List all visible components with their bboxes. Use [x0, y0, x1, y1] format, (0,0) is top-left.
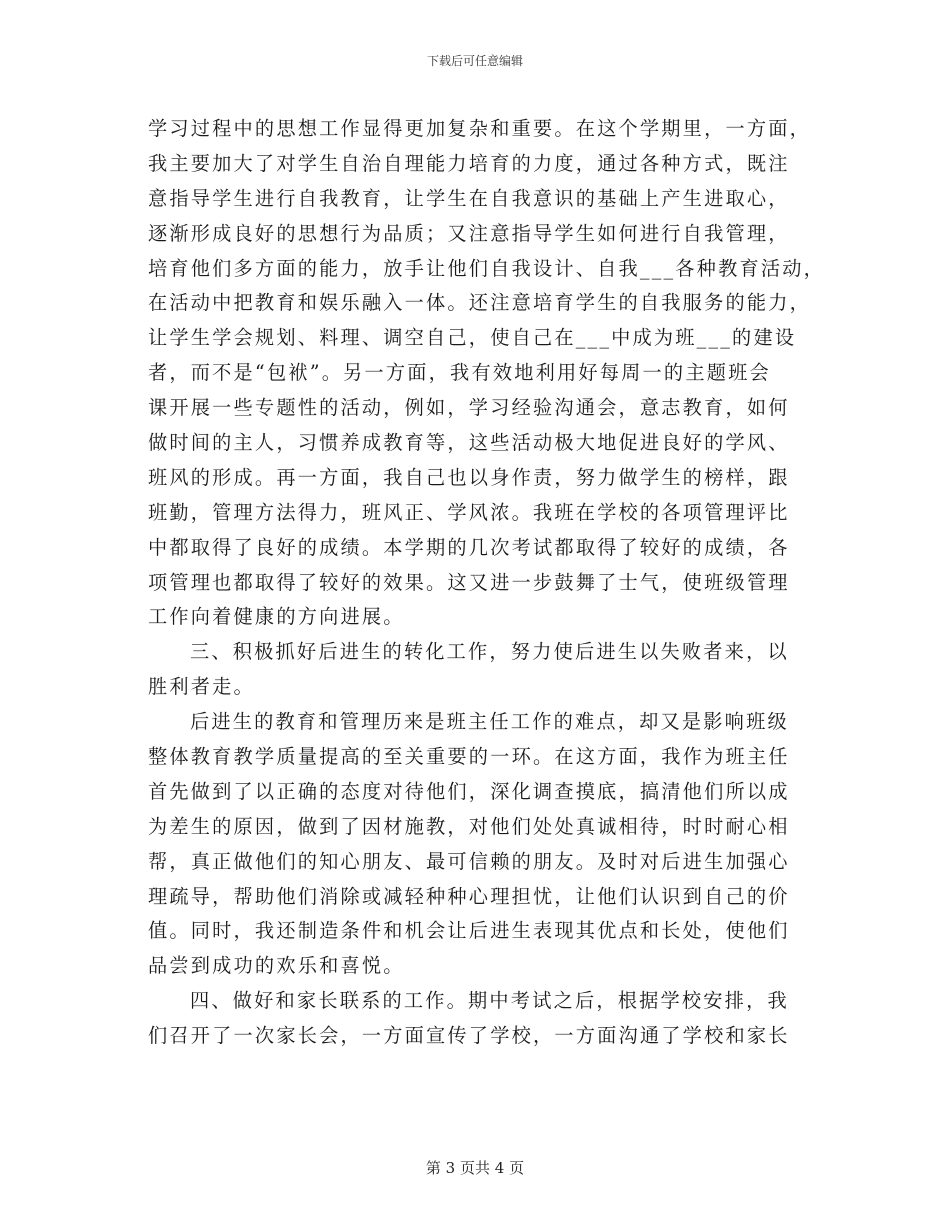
section-heading-line: 胜利者走。	[148, 675, 255, 699]
section-heading-line: 四、做好和家长联系的工作。期中考试之后，根据学校安排，我	[190, 989, 789, 1013]
text-line: 意指导学生进行自我教育，让学生在自我意识的基础上产生进取心，	[148, 186, 790, 210]
text-line: 让学生学会规划、料理、调空自己，使自己在___中成为班___的建设	[148, 326, 797, 350]
text-line: 后进生的教育和管理历来是班主任工作的难点，却又是影响班级	[190, 710, 789, 734]
page-footer: 第 3 页共 4 页	[425, 1159, 525, 1177]
text-line: 工作向着健康的方向进展。	[148, 605, 405, 629]
text-line: 项管理也都取得了较好的效果。这又进一步鼓舞了士气，使班级管理	[148, 570, 790, 594]
text-line: 帮，真正做他们的知心朋友、最可信赖的朋友。及时对后进生加强心	[148, 849, 790, 873]
text-line: 学习过程中的思想工作显得更加复杂和重要。在这个学期里，一方面，	[148, 117, 812, 140]
text-line: 我主要加大了对学生自治自理能力培育的力度，通过各种方式，既注	[148, 151, 790, 175]
text-line: 课开展一些专题性的活动，例如，学习经验沟通会，意志教育，如何	[148, 396, 790, 420]
text-line: 在活动中把教育和娱乐融入一体。还注意培育学生的自我服务的能力，	[148, 291, 812, 315]
text-line: 者，而不是“包袱”。另一方面，我有效地利用好每周一的主题班会	[148, 361, 771, 385]
text-line: 为差生的原因，做到了因材施教，对他们处处真诚相待，时时耐心相	[148, 814, 790, 838]
document-body	[148, 112, 826, 1054]
text-line: 班勤，管理方法得力，班风正、学风浓。我班在学校的各项管理评比	[148, 500, 790, 524]
page-header: 下载后可任意编辑	[426, 54, 523, 68]
text-line: 理疏导，帮助他们消除或减轻种种心理担忧，让他们认识到自己的价	[148, 884, 790, 908]
text-line: 整体教育教学质量提高的至关重要的一环。在这方面，我作为班主任	[148, 745, 790, 769]
text-line: 品尝到成功的欢乐和喜悦。	[148, 954, 405, 978]
text-line: 做时间的主人，习惯养成教育等，这些活动极大地促进良好的学风、	[148, 431, 790, 455]
text-line: 培育他们多方面的能力，放手让他们自我设计、自我___各种教育活动，	[148, 256, 826, 280]
section-heading-line: 三、积极抓好后进生的转化工作，努力使后进生以失败者来，以	[190, 640, 789, 664]
text-line: 班风的形成。再一方面，我自己也以身作责，努力做学生的榜样，跟	[148, 465, 790, 489]
text-line: 们召开了一次家长会，一方面宣传了学校，一方面沟通了学校和家长	[148, 1024, 790, 1048]
text-line: 逐渐形成良好的思想行为品质；又注意指导学生如何进行自我管理，	[148, 221, 790, 245]
text-line: 值。同时，我还制造条件和机会让后进生表现其优点和长处，使他们	[148, 919, 790, 943]
text-line: 首先做到了以正确的态度对待他们，深化调查摸底，搞清他们所以成	[148, 779, 790, 803]
text-line: 中都取得了良好的成绩。本学期的几次考试都取得了较好的成绩，各	[148, 535, 790, 559]
